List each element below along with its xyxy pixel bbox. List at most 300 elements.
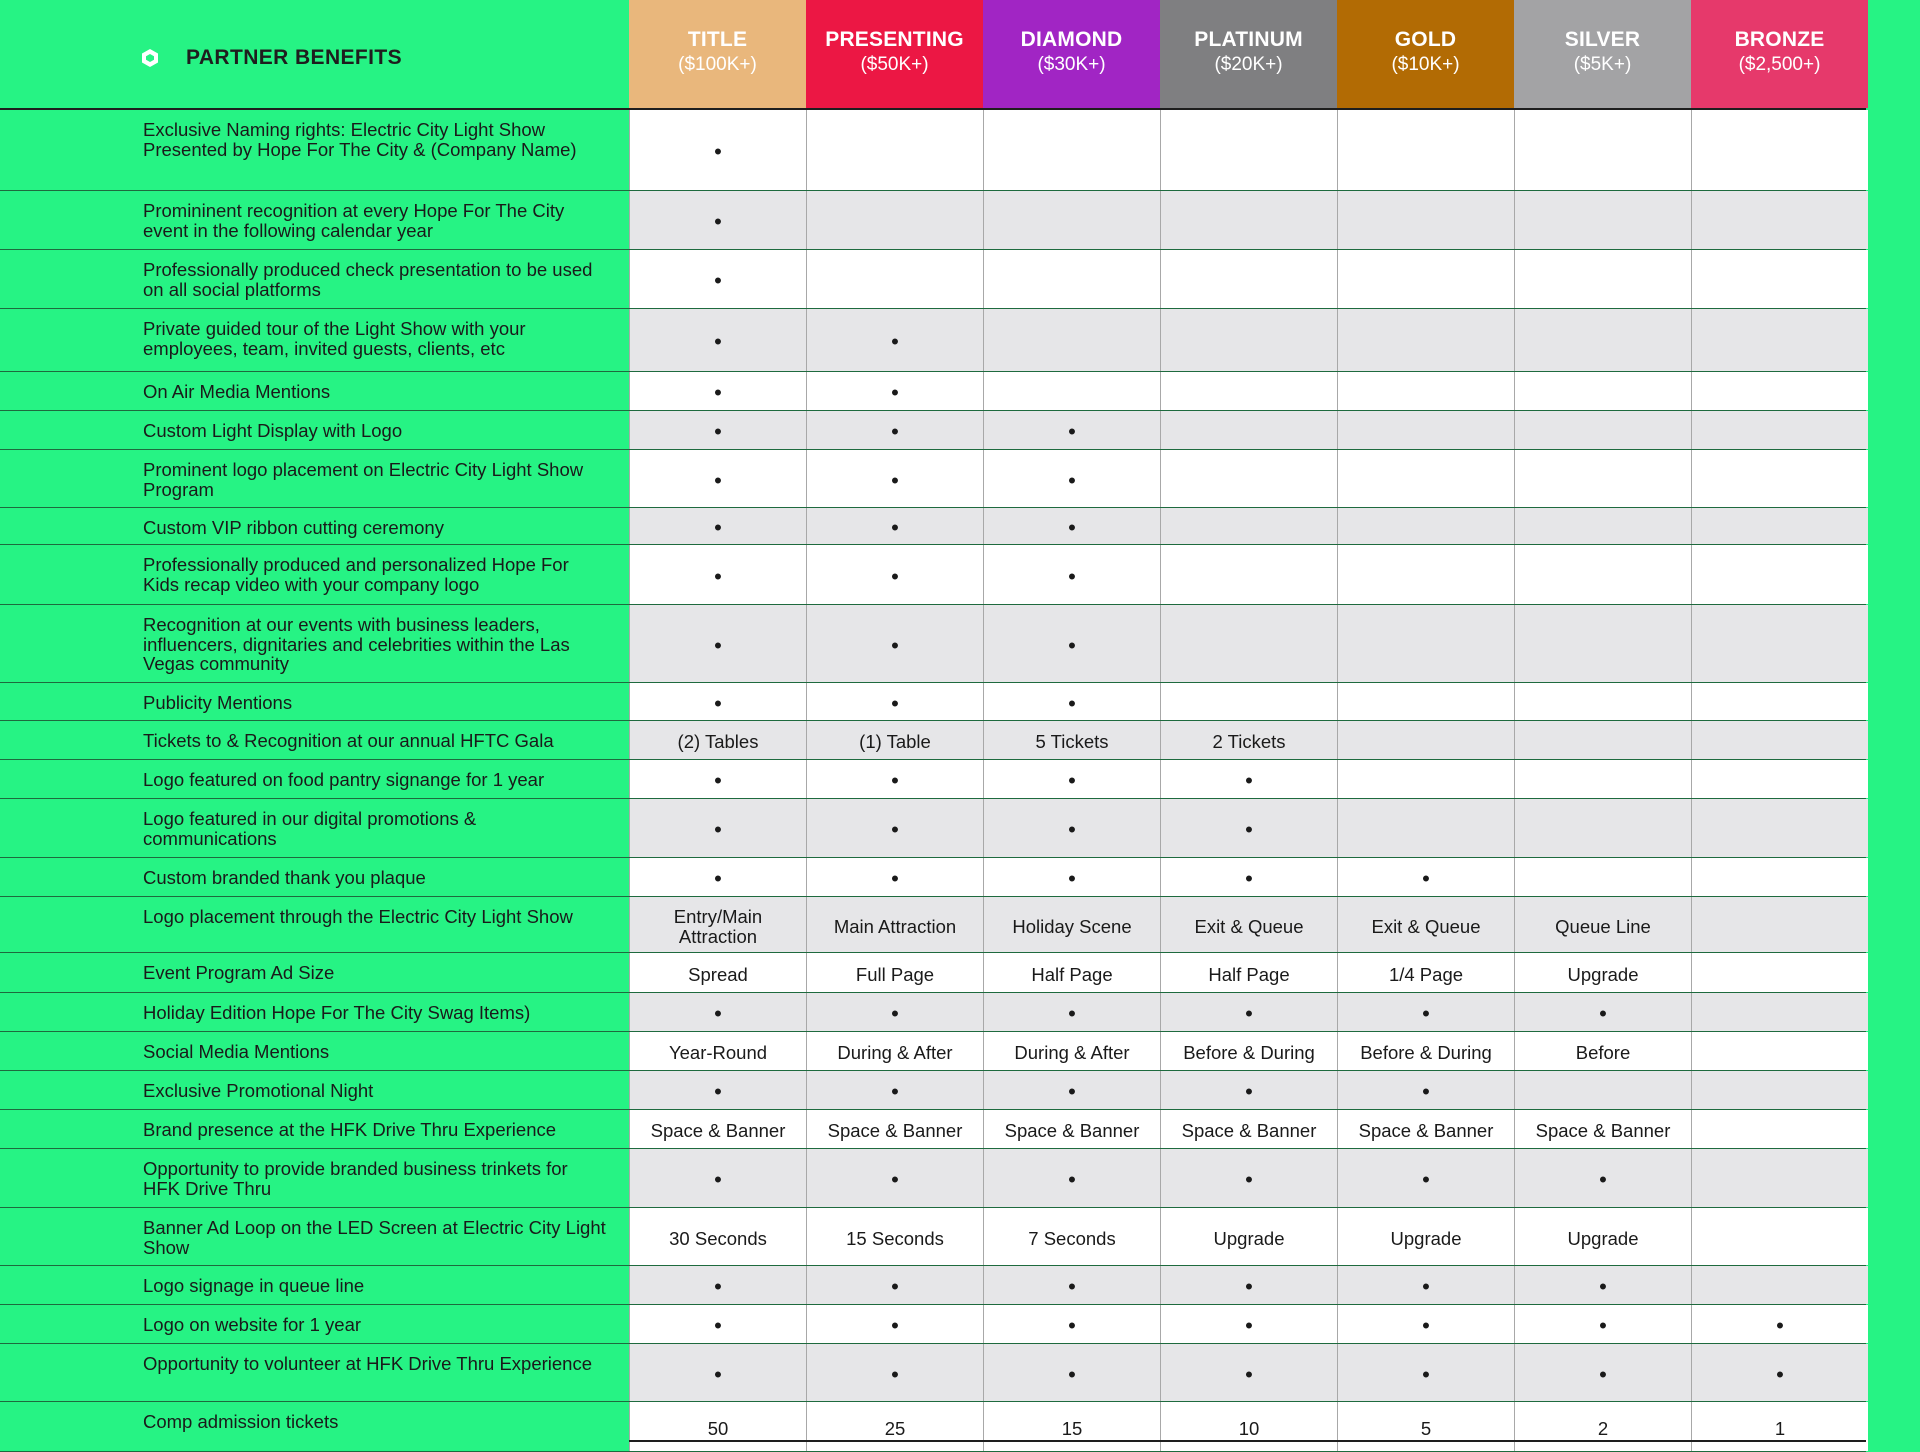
tier-amount: ($20K+): [1214, 54, 1283, 75]
bullet-icon: •: [714, 866, 722, 891]
table-row: [0, 1110, 1866, 1149]
included-dot: [806, 372, 983, 410]
cell-text: Upgrade: [1390, 1227, 1462, 1249]
empty-cell: [1514, 683, 1691, 720]
bullet-icon: •: [714, 419, 722, 444]
empty-cell: [1160, 545, 1337, 604]
included-dot: [629, 858, 806, 896]
included-dot: [983, 799, 1160, 857]
benefit-label: Publicity Mentions: [143, 692, 293, 713]
benefit-value: [1160, 721, 1337, 759]
benefit-label: Event Program Ad Size: [143, 962, 335, 983]
empty-cell: [1160, 110, 1337, 190]
benefit-value: [629, 1402, 806, 1451]
bullet-icon: •: [1422, 1361, 1430, 1387]
tier-header-platinum: [1160, 0, 1337, 108]
cell-text: Entry/Main Attraction: [673, 905, 763, 947]
benefit-value: [1691, 1402, 1868, 1451]
included-dot: [629, 1149, 806, 1207]
included-dot: [806, 450, 983, 507]
cell-text: 2: [1597, 1417, 1609, 1439]
bullet-icon: •: [891, 632, 899, 658]
bullet-icon: •: [1776, 1361, 1784, 1387]
bullet-icon: •: [714, 1361, 722, 1387]
empty-cell: [1691, 1208, 1868, 1265]
benefit-label: Brand presence at the HFK Drive Thru Experience: [143, 1119, 557, 1140]
included-dot: [806, 605, 983, 682]
bullet-icon: •: [1068, 632, 1076, 658]
included-dot: [629, 993, 806, 1031]
cell-text: Holiday Scene: [1012, 915, 1132, 937]
empty-cell: [1691, 372, 1868, 410]
benefit-label: Banner Ad Loop on the LED Screen at Electric City Light Show: [143, 1217, 606, 1258]
benefit-label: Professionally produced check presentation to be used on all social platforms: [143, 259, 593, 300]
bullet-icon: •: [714, 380, 722, 405]
included-dot: [629, 1071, 806, 1109]
empty-cell: [1337, 799, 1514, 857]
empty-cell: [806, 110, 983, 190]
bullet-icon: •: [1245, 817, 1253, 842]
included-dot: [806, 508, 983, 544]
cell-text: Main Attraction: [833, 915, 957, 937]
cell-text: 5: [1420, 1417, 1432, 1439]
bullet-icon: •: [1245, 866, 1253, 891]
empty-cell: [1337, 411, 1514, 449]
bullet-icon: •: [1245, 1274, 1253, 1299]
empty-cell: [1514, 760, 1691, 798]
included-dot: [806, 1149, 983, 1207]
table-row: [0, 858, 1866, 897]
benefit-value: [629, 1208, 806, 1265]
table-row: [0, 1402, 1866, 1452]
benefit-value: [983, 721, 1160, 759]
benefit-label: Logo featured in our digital promotions & communications: [143, 808, 477, 849]
empty-cell: [1337, 110, 1514, 190]
empty-cell: [1337, 309, 1514, 371]
table-row: [0, 250, 1866, 309]
bullet-icon: •: [1068, 1313, 1076, 1338]
included-dot: [1160, 760, 1337, 798]
bullet-icon: •: [891, 817, 899, 842]
cell-text: 10: [1238, 1417, 1260, 1439]
benefit-value: [806, 721, 983, 759]
cell-text: During & After: [1014, 1042, 1130, 1063]
bullet-icon: •: [1245, 768, 1253, 793]
bullet-icon: •: [891, 467, 899, 493]
benefit-label: Social Media Mentions: [143, 1041, 330, 1062]
included-dot: [629, 683, 806, 720]
benefit-value: [983, 1208, 1160, 1265]
table-row: [0, 1305, 1866, 1344]
bullet-icon: •: [714, 1001, 722, 1026]
bullet-icon: •: [1245, 1361, 1253, 1387]
table-row: [0, 309, 1866, 372]
benefit-value: [629, 953, 806, 992]
benefit-value: [1514, 953, 1691, 992]
benefit-label: Logo on website for 1 year: [143, 1314, 362, 1335]
empty-cell: [1337, 191, 1514, 249]
empty-cell: [1691, 1149, 1868, 1207]
included-dot: [806, 760, 983, 798]
benefit-value: [1160, 1402, 1337, 1451]
empty-cell: [1514, 191, 1691, 249]
empty-cell: [1691, 411, 1868, 449]
table-row: [0, 953, 1866, 993]
bullet-icon: •: [1068, 1361, 1076, 1387]
page-title: PARTNER BENEFITS: [186, 46, 403, 69]
empty-cell: [1337, 250, 1514, 308]
included-dot: [1691, 1305, 1868, 1343]
bullet-icon: •: [1068, 690, 1076, 716]
included-dot: [1337, 1266, 1514, 1304]
benefit-value: [806, 897, 983, 952]
benefit-label: Logo featured on food pantry signange for 1 year: [143, 769, 545, 790]
bullet-icon: •: [1245, 1079, 1253, 1104]
included-dot: [1337, 993, 1514, 1031]
benefit-label: Exclusive Naming rights: Electric City Light Show Presented by Hope For The City & (Company Name): [143, 119, 577, 160]
bullet-icon: •: [1599, 1274, 1607, 1299]
benefit-value: [983, 897, 1160, 952]
empty-cell: [1691, 953, 1868, 992]
included-dot: [806, 858, 983, 896]
empty-cell: [1514, 799, 1691, 857]
benefit-value: [1514, 897, 1691, 952]
bullet-icon: •: [1599, 1001, 1607, 1026]
bullet-icon: •: [1245, 1167, 1253, 1192]
cell-text: 5 Tickets: [1035, 731, 1109, 752]
cell-text: Space & Banner: [650, 1120, 786, 1141]
table-row: [0, 1208, 1866, 1266]
empty-cell: [1514, 411, 1691, 449]
included-dot: [629, 508, 806, 544]
bullet-icon: •: [1068, 1079, 1076, 1104]
cell-text: 15: [1061, 1417, 1083, 1439]
bullet-icon: •: [714, 515, 722, 540]
cell-text: Upgrade: [1213, 1227, 1285, 1249]
included-dot: [629, 1266, 806, 1304]
included-dot: [1160, 1266, 1337, 1304]
bullet-icon: •: [714, 467, 722, 493]
empty-cell: [1514, 450, 1691, 507]
cell-text: Upgrade: [1567, 963, 1639, 985]
bullet-icon: •: [1245, 1001, 1253, 1026]
benefit-value: [806, 1110, 983, 1148]
cell-text: (1) Table: [859, 731, 931, 752]
benefit-value: [983, 1032, 1160, 1070]
tier-name: TITLE: [687, 28, 748, 51]
included-dot: [629, 1305, 806, 1343]
included-dot: [1160, 799, 1337, 857]
included-dot: [629, 450, 806, 507]
table-row: [0, 110, 1866, 191]
table-row: [0, 1266, 1866, 1305]
table-row: [0, 799, 1866, 858]
benefit-value: [983, 1110, 1160, 1148]
included-dot: [983, 605, 1160, 682]
benefit-value: [806, 1402, 983, 1451]
empty-cell: [983, 372, 1160, 410]
included-dot: [806, 309, 983, 371]
included-dot: [1160, 1305, 1337, 1343]
tier-amount: ($30K+): [1037, 54, 1106, 75]
cell-text: Space & Banner: [827, 1120, 963, 1141]
cell-text: Space & Banner: [1004, 1120, 1140, 1141]
benefits-table-body: [0, 110, 1866, 1452]
included-dot: [983, 450, 1160, 507]
table-row: [0, 760, 1866, 799]
table-row: [0, 191, 1866, 250]
included-dot: [806, 799, 983, 857]
bullet-icon: •: [1068, 563, 1076, 589]
cell-text: Year-Round: [668, 1042, 768, 1063]
benefit-label: Professionally produced and personalized Hope For Kids recap video with your company logo: [143, 554, 569, 595]
table-row: [0, 1071, 1866, 1110]
empty-cell: [1514, 545, 1691, 604]
benefit-value: [1514, 1402, 1691, 1451]
cell-text: 30 Seconds: [669, 1227, 767, 1249]
benefit-value: [1160, 1110, 1337, 1148]
benefit-label: Holiday Edition Hope For The City Swag Items): [143, 1002, 531, 1023]
empty-cell: [1514, 372, 1691, 410]
table-row: [0, 683, 1866, 721]
bullet-icon: •: [1422, 866, 1430, 891]
benefit-value: [1160, 1032, 1337, 1070]
empty-cell: [1691, 191, 1868, 249]
empty-cell: [1691, 1032, 1868, 1070]
included-dot: [983, 411, 1160, 449]
empty-cell: [1691, 309, 1868, 371]
bullet-icon: •: [891, 866, 899, 891]
bullet-icon: •: [714, 139, 722, 164]
empty-cell: [1160, 372, 1337, 410]
empty-cell: [1514, 605, 1691, 682]
benefit-value: [629, 1110, 806, 1148]
included-dot: [983, 1266, 1160, 1304]
empty-cell: [1691, 450, 1868, 507]
included-dot: [629, 760, 806, 798]
included-dot: [1691, 1344, 1868, 1401]
bullet-icon: •: [891, 1001, 899, 1026]
table-row: [0, 897, 1866, 953]
bullet-icon: •: [1245, 1313, 1253, 1338]
table-row: [0, 721, 1866, 760]
included-dot: [629, 191, 806, 249]
included-dot: [983, 858, 1160, 896]
cell-text: Spread: [688, 963, 748, 985]
empty-cell: [1691, 721, 1868, 759]
benefit-label: On Air Media Mentions: [143, 381, 331, 402]
cell-text: Half Page: [1031, 963, 1113, 985]
table-row: [0, 411, 1866, 450]
empty-cell: [1691, 760, 1868, 798]
empty-cell: [806, 250, 983, 308]
bullet-icon: •: [1776, 1313, 1784, 1338]
empty-cell: [1160, 683, 1337, 720]
benefit-value: [1160, 953, 1337, 992]
empty-cell: [1160, 309, 1337, 371]
cell-text: Space & Banner: [1358, 1120, 1494, 1141]
included-dot: [1337, 1344, 1514, 1401]
benefit-value: [1337, 1032, 1514, 1070]
empty-cell: [1337, 605, 1514, 682]
empty-cell: [1160, 250, 1337, 308]
bullet-icon: •: [891, 768, 899, 793]
empty-cell: [806, 191, 983, 249]
included-dot: [1160, 1071, 1337, 1109]
benefit-value: [629, 1032, 806, 1070]
empty-cell: [1514, 309, 1691, 371]
empty-cell: [1337, 372, 1514, 410]
included-dot: [1160, 1149, 1337, 1207]
bullet-icon: •: [891, 1274, 899, 1299]
bullet-icon: •: [714, 209, 722, 234]
bullet-icon: •: [891, 1361, 899, 1387]
cell-text: Before & During: [1183, 1042, 1315, 1063]
benefit-label: Opportunity to volunteer at HFK Drive Thru Experience: [143, 1353, 593, 1374]
included-dot: [629, 372, 806, 410]
bullet-icon: •: [1599, 1167, 1607, 1192]
cell-text: Before & During: [1360, 1042, 1492, 1063]
empty-cell: [1337, 508, 1514, 544]
cell-text: Before: [1575, 1042, 1631, 1063]
tier-amount: ($10K+): [1391, 54, 1460, 75]
benefit-value: [806, 1208, 983, 1265]
included-dot: [1337, 858, 1514, 896]
empty-cell: [983, 309, 1160, 371]
cell-text: 15 Seconds: [846, 1227, 944, 1249]
benefit-value: [1514, 1032, 1691, 1070]
cell-text: Half Page: [1208, 963, 1290, 985]
table-row: [0, 372, 1866, 411]
tier-amount: ($5K+): [1573, 54, 1632, 75]
included-dot: [983, 683, 1160, 720]
benefit-value: [983, 953, 1160, 992]
tier-name: DIAMOND: [1020, 28, 1123, 51]
bullet-icon: •: [714, 1079, 722, 1104]
cell-text: Queue Line: [1555, 915, 1651, 937]
benefit-label: Recognition at our events with business leaders, influencers, dignitaries and celebrities within the Las Vegas community: [143, 614, 570, 674]
benefit-label: Exclusive Promotional Night: [143, 1080, 374, 1101]
empty-cell: [1691, 605, 1868, 682]
benefit-label: Logo placement through the Electric City Light Show: [143, 906, 573, 927]
included-dot: [629, 605, 806, 682]
benefit-value: [806, 1032, 983, 1070]
benefit-label: Tickets to & Recognition at our annual HFTC Gala: [143, 730, 554, 751]
benefit-value: [1337, 897, 1514, 952]
empty-cell: [1691, 110, 1868, 190]
bullet-icon: •: [1068, 1274, 1076, 1299]
empty-cell: [1337, 721, 1514, 759]
included-dot: [983, 545, 1160, 604]
empty-cell: [1691, 858, 1868, 896]
cell-text: Space & Banner: [1535, 1120, 1671, 1141]
bullet-icon: •: [714, 817, 722, 842]
benefit-label: Custom VIP ribbon cutting ceremony: [143, 517, 444, 538]
bullet-icon: •: [1068, 1001, 1076, 1026]
benefit-value: [1337, 1208, 1514, 1265]
included-dot: [1514, 1266, 1691, 1304]
benefit-value: [1160, 1208, 1337, 1265]
bullet-icon: •: [714, 632, 722, 658]
tier-name: BRONZE: [1734, 28, 1825, 51]
benefit-label: Private guided tour of the Light Show with your employees, team, invited guests, clients, etc: [143, 318, 526, 359]
included-dot: [1160, 993, 1337, 1031]
included-dot: [1160, 1344, 1337, 1401]
empty-cell: [1691, 545, 1868, 604]
bullet-icon: •: [714, 1167, 722, 1192]
included-dot: [806, 545, 983, 604]
included-dot: [806, 1305, 983, 1343]
tier-header-title: [629, 0, 806, 108]
included-dot: [806, 1344, 983, 1401]
empty-cell: [1691, 1266, 1868, 1304]
cell-text: Exit & Queue: [1194, 915, 1304, 937]
bullet-icon: •: [1422, 1274, 1430, 1299]
benefit-value: [1337, 953, 1514, 992]
included-dot: [629, 799, 806, 857]
included-dot: [983, 1344, 1160, 1401]
bullet-icon: •: [891, 563, 899, 589]
cell-text: (2) Tables: [677, 731, 759, 752]
bullet-icon: •: [1068, 467, 1076, 493]
empty-cell: [983, 191, 1160, 249]
empty-cell: [983, 110, 1160, 190]
included-dot: [629, 1344, 806, 1401]
cell-text: 1: [1774, 1417, 1786, 1439]
empty-cell: [1337, 545, 1514, 604]
included-dot: [1337, 1071, 1514, 1109]
empty-cell: [1514, 250, 1691, 308]
bullet-icon: •: [1068, 866, 1076, 891]
tier-header-gold: [1337, 0, 1514, 108]
bullet-icon: •: [714, 1313, 722, 1338]
bullet-icon: •: [891, 329, 899, 354]
bullet-icon: •: [714, 268, 722, 293]
benefit-value: [983, 1402, 1160, 1451]
tier-name: GOLD: [1394, 28, 1457, 51]
cell-text: Full Page: [855, 963, 935, 985]
bullet-icon: •: [891, 515, 899, 540]
tier-header-presenting: [806, 0, 983, 108]
table-row: [0, 450, 1866, 508]
empty-cell: [1691, 1071, 1868, 1109]
included-dot: [629, 545, 806, 604]
benefit-label: Promininent recognition at every Hope For The City event in the following calendar year: [143, 200, 565, 241]
cell-text: Space & Banner: [1181, 1120, 1317, 1141]
bullet-icon: •: [1068, 1167, 1076, 1192]
empty-cell: [1514, 858, 1691, 896]
included-dot: [983, 760, 1160, 798]
bullet-icon: •: [891, 380, 899, 405]
empty-cell: [1691, 250, 1868, 308]
tier-name: SILVER: [1564, 28, 1641, 51]
cell-text: 1/4 Page: [1388, 963, 1464, 985]
empty-cell: [1337, 683, 1514, 720]
tier-amount: ($100K+): [678, 54, 757, 75]
benefit-label: Comp admission tickets: [143, 1411, 339, 1432]
tier-amount: ($2,500+): [1738, 54, 1821, 75]
benefit-value: [806, 953, 983, 992]
empty-cell: [1337, 450, 1514, 507]
empty-cell: [1691, 897, 1868, 952]
included-dot: [983, 1071, 1160, 1109]
benefit-value: [1337, 1402, 1514, 1451]
included-dot: [983, 1149, 1160, 1207]
included-dot: [806, 683, 983, 720]
bullet-icon: •: [714, 329, 722, 354]
hexagon-icon: [140, 48, 160, 68]
benefit-label: Logo signage in queue line: [143, 1275, 365, 1296]
